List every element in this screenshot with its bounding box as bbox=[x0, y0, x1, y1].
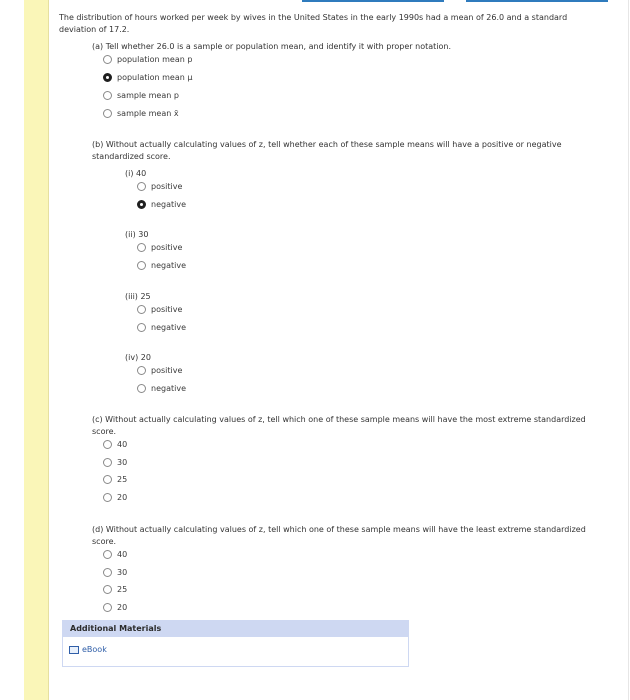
question-intro: The distribution of hours worked per week by wives in the United States in the early 1990s had a mean of 26.0 and a standard deviation of 17.2. bbox=[59, 13, 568, 34]
part-a-radio-2[interactable] bbox=[103, 91, 112, 100]
part-a-option-0: population mean p bbox=[117, 55, 193, 64]
part-c-radio-25[interactable] bbox=[103, 475, 112, 484]
ebook-link[interactable]: eBook bbox=[82, 645, 107, 654]
part-b-ii-option-positive: positive bbox=[151, 243, 183, 252]
part-b-prompt: (b) Without actually calculating values of z, tell whether each of these sample means will have a positive or negative standardized score. bbox=[92, 140, 562, 161]
part-a-prompt: (a) Tell whether 26.0 is a sample or population mean, and identify it with proper notation. bbox=[92, 42, 452, 51]
part-a-option-1: population mean μ bbox=[117, 73, 193, 82]
part-b-item-i-label: (i) 40 bbox=[125, 169, 147, 178]
part-c-radio-30[interactable] bbox=[103, 458, 112, 467]
part-d-option-25: 25 bbox=[117, 585, 128, 594]
question-gutter bbox=[24, 0, 49, 700]
part-d-option-30: 30 bbox=[117, 568, 128, 577]
part-b-ii-option-negative: negative bbox=[151, 261, 186, 270]
part-d-radio-30[interactable] bbox=[103, 568, 112, 577]
part-b-item-iv-label: (iv) 20 bbox=[125, 353, 151, 362]
part-c-option-30: 30 bbox=[117, 458, 128, 467]
part-a-radio-3[interactable] bbox=[103, 109, 112, 118]
part-a-option-3: sample mean x̄ bbox=[117, 109, 179, 118]
part-a-radio-0[interactable] bbox=[103, 55, 112, 64]
part-d-radio-40[interactable] bbox=[103, 550, 112, 559]
part-a-option-2: sample mean p bbox=[117, 91, 179, 100]
part-b-i-option-negative: negative bbox=[151, 200, 186, 209]
ebook-icon bbox=[69, 646, 79, 654]
part-b-i-radio-positive[interactable] bbox=[137, 182, 146, 191]
part-b-iii-option-positive: positive bbox=[151, 305, 183, 314]
part-d-radio-25[interactable] bbox=[103, 585, 112, 594]
part-b-item-iii-label: (iii) 25 bbox=[125, 292, 151, 301]
part-b-iv-radio-positive[interactable] bbox=[137, 366, 146, 375]
part-c-option-40: 40 bbox=[117, 440, 128, 449]
part-b-i-radio-negative[interactable] bbox=[137, 200, 146, 209]
part-c-option-20: 20 bbox=[117, 493, 128, 502]
additional-materials-header: Additional Materials bbox=[62, 620, 409, 637]
part-b-iii-option-negative: negative bbox=[151, 323, 186, 332]
part-d-option-40: 40 bbox=[117, 550, 128, 559]
part-c-radio-40[interactable] bbox=[103, 440, 112, 449]
part-b-iii-radio-positive[interactable] bbox=[137, 305, 146, 314]
part-d-radio-20[interactable] bbox=[103, 603, 112, 612]
part-c-option-25: 25 bbox=[117, 475, 128, 484]
part-b-iv-option-positive: positive bbox=[151, 366, 183, 375]
part-b-item-ii-label: (ii) 30 bbox=[125, 230, 149, 239]
part-d-option-20: 20 bbox=[117, 603, 128, 612]
part-d-prompt: (d) Without actually calculating values of z, tell which one of these sample means will have the least extreme standardized score. bbox=[92, 525, 586, 546]
part-a-radio-1[interactable] bbox=[103, 73, 112, 82]
question-frame bbox=[48, 0, 629, 700]
part-c-prompt: (c) Without actually calculating values of z, tell which one of these sample means will have the most extreme standardized score. bbox=[92, 415, 586, 436]
part-b-iv-radio-negative[interactable] bbox=[137, 384, 146, 393]
part-b-ii-radio-positive[interactable] bbox=[137, 243, 146, 252]
part-c-radio-20[interactable] bbox=[103, 493, 112, 502]
part-b-ii-radio-negative[interactable] bbox=[137, 261, 146, 270]
additional-materials-box bbox=[62, 637, 409, 667]
part-b-iii-radio-negative[interactable] bbox=[137, 323, 146, 332]
part-b-iv-option-negative: negative bbox=[151, 384, 186, 393]
part-b-i-option-positive: positive bbox=[151, 182, 183, 191]
